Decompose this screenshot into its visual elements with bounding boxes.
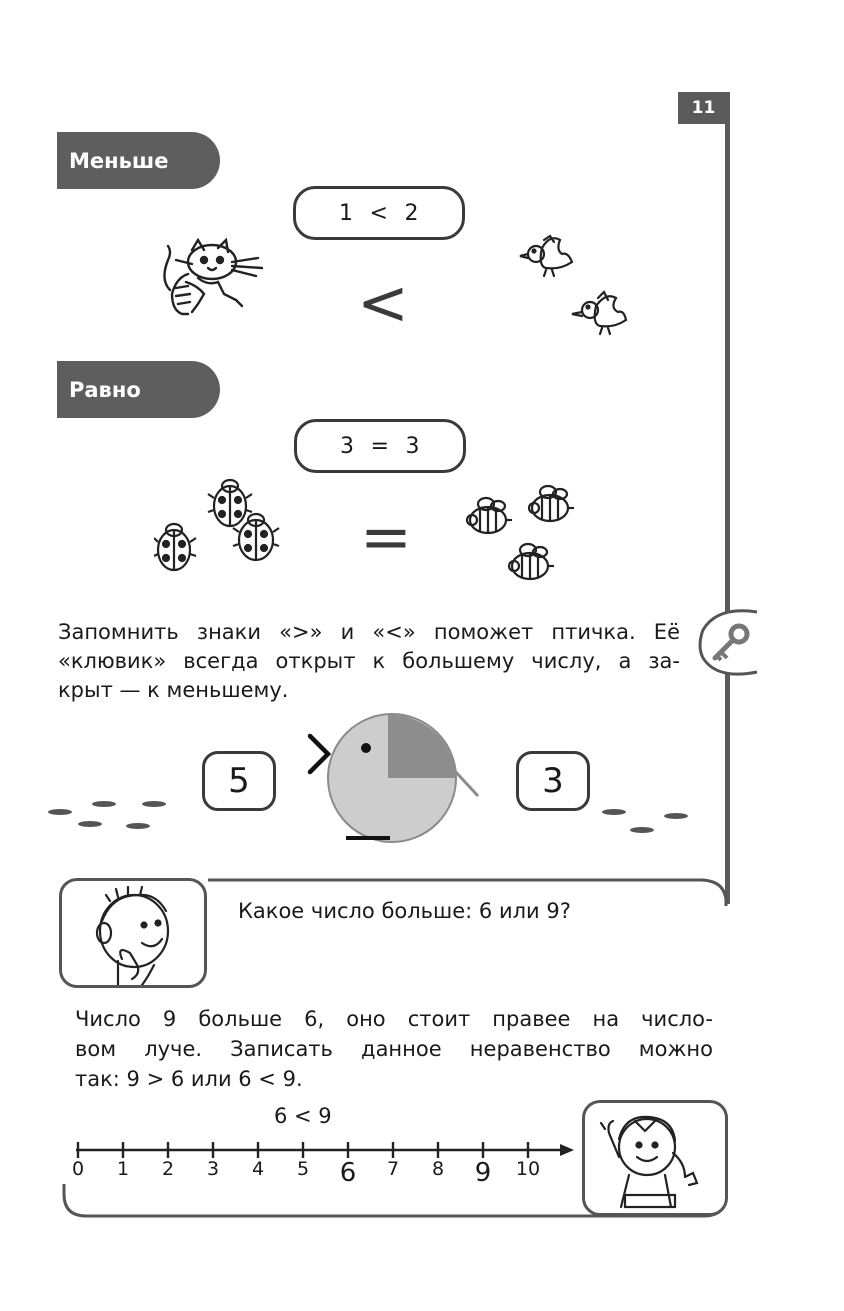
equal-big-sign: = <box>360 500 412 573</box>
number-line-tick-label: 4 <box>251 1158 265 1180</box>
key-icon <box>697 606 761 678</box>
ground-marks-left <box>46 796 174 832</box>
number-line-tick-label: 1 <box>116 1158 130 1180</box>
bee-icon <box>462 484 580 590</box>
section-title-less: Меньше <box>57 132 220 189</box>
page-number: 11 <box>678 92 729 124</box>
number-box-right: 3 <box>516 751 590 811</box>
bird-icon <box>568 288 630 336</box>
formula-less-right: 2 <box>404 200 419 226</box>
girl-icon <box>585 1103 725 1213</box>
tip-line-1: Запомнить знаки «>» и «<» поможет птичка. Её <box>58 620 680 644</box>
answer-line-3: так: 9 > 6 или 6 < 9. <box>75 1067 303 1091</box>
number-line-tick-label: 7 <box>386 1158 400 1180</box>
boy-icon <box>62 881 204 985</box>
number-line-tick-label: 10 <box>515 1158 541 1180</box>
boy-portrait <box>59 878 207 988</box>
less-big-sign: < <box>357 266 409 339</box>
formula-less-left: 1 <box>339 200 354 226</box>
answer-paragraph <box>75 1004 713 1094</box>
ground-marks-right <box>600 804 692 838</box>
ladybug-icon <box>154 472 284 578</box>
number-line-tick-label: 6 <box>339 1158 357 1188</box>
page-right-rule <box>725 92 730 904</box>
formula-equal-right: 3 <box>405 433 420 459</box>
number-line-tick-label: 9 <box>474 1158 492 1188</box>
bird-diagram <box>306 710 486 850</box>
number-line-tick-label: 0 <box>71 1158 85 1180</box>
formula-equal-left: 3 <box>340 433 355 459</box>
formula-less-sign: < <box>369 200 389 226</box>
tip-line-2: «клювик» всегда открыт к большему числу, а за- <box>58 649 680 673</box>
formula-equal-sign: = <box>370 433 390 459</box>
tip-paragraph <box>58 618 680 705</box>
number-line-label: 6 < 9 <box>274 1104 332 1128</box>
number-line-tick-label: 2 <box>161 1158 175 1180</box>
number-line-ticks <box>70 1158 580 1194</box>
bird-icon <box>516 232 576 278</box>
formula-less <box>293 186 465 240</box>
number-line-tick-label: 5 <box>296 1158 310 1180</box>
cat-icon <box>158 238 270 320</box>
number-line-tick-label: 8 <box>431 1158 445 1180</box>
formula-equal <box>294 419 466 473</box>
number-line-tick-label: 3 <box>206 1158 220 1180</box>
section-title-equal: Равно <box>57 361 220 418</box>
answer-line-1: Число 9 больше 6, оно стоит правее на числo- <box>75 1007 713 1031</box>
number-box-left: 5 <box>202 751 276 811</box>
tip-line-3: крыт — к меньшему. <box>58 678 289 702</box>
answer-line-2: вом луче. Записать данное неравенство можно <box>75 1037 713 1061</box>
girl-portrait <box>582 1100 728 1216</box>
question-text: Какое число больше: 6 или 9? <box>238 899 571 923</box>
